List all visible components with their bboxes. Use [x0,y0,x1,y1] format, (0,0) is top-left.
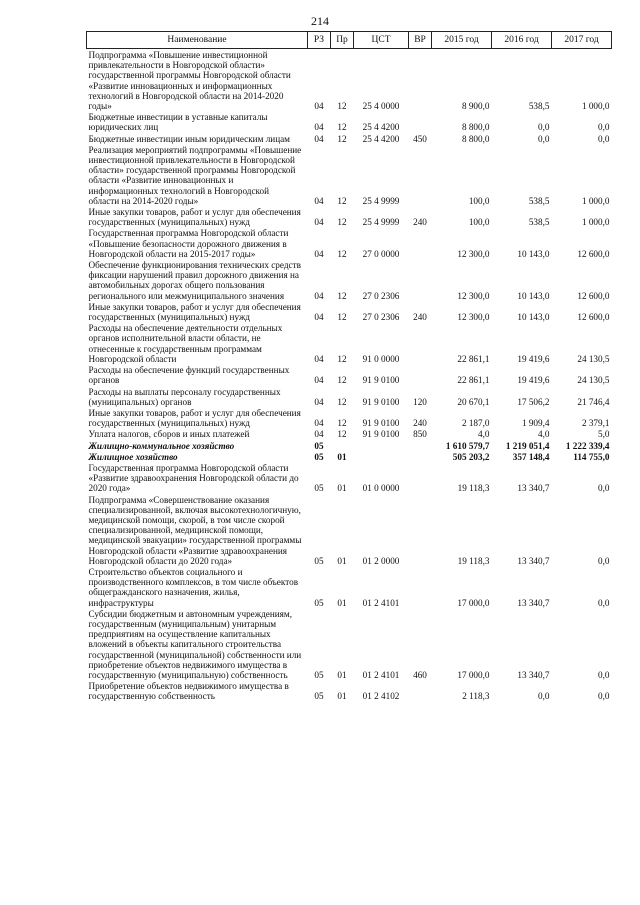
row-cst: 27 0 0000 [362,248,400,259]
row-2017: 0,0 [598,133,610,144]
row-pr [331,440,354,451]
row-rz: 05 [314,451,324,462]
row-2017: 1 000,0 [581,101,610,112]
row-2015: 8 900,0 [461,101,490,112]
row-2016: 1 219 051,4 [505,440,550,451]
row-vr [409,494,432,566]
row-cst: 91 9 0100 [362,375,400,386]
row-cst: 27 0 2306 [362,312,400,323]
row-name: Иные закупки товаров, работ и услуг для обеспечения государственных (муниципальных) нужд [88,207,301,228]
row-2015: 100,0 [468,195,490,206]
row-2015: 19 118,3 [457,555,490,566]
table-row [87,608,612,680]
row-rz: 04 [314,312,324,323]
row-2016: 538,5 [528,101,550,112]
table-row [87,364,612,385]
table-row [87,386,612,407]
row-2016: 10 143,0 [517,248,550,259]
row-2017: 0,0 [598,483,610,494]
row-vr: 240 [413,217,427,228]
row-vr [409,259,432,301]
row-cst: 01 2 4102 [362,691,400,702]
table-row [87,322,612,364]
table-row [87,206,612,227]
row-name: Субсидии бюджетным и автономным учреждениям, государственным (муниципальным) унитарным предприятиям на осуществление капитальных вложений в объекты капитального строительства государственной (муниципальной) собственности или приобретение объектов недвижимого имущества в государственную (муниципальную) собственность [88,608,302,680]
row-2015: 8 800,0 [461,122,490,133]
table-row [87,144,612,206]
row-2017: 114 755,0 [573,451,610,462]
row-rz: 05 [314,597,324,608]
row-vr [409,440,432,451]
row-vr: 850 [413,429,427,440]
row-pr: 12 [337,312,347,323]
row-vr: 240 [413,418,427,429]
row-rz: 04 [314,122,324,133]
row-vr [409,680,432,701]
row-2016: 357 148,4 [512,451,550,462]
row-2015: 22 861,1 [457,375,490,386]
row-rz: 05 [314,669,324,680]
row-2016: 13 340,7 [517,597,550,608]
table-row [87,680,612,701]
row-rz: 05 [314,440,324,451]
row-2016: 10 143,0 [517,290,550,301]
row-2015: 8 800,0 [461,133,490,144]
table-row [87,494,612,566]
row-2016: 1 909,4 [521,418,550,429]
row-vr: 240 [413,312,427,323]
row-pr: 12 [337,353,347,364]
row-cst: 01 2 0000 [362,555,400,566]
row-pr: 01 [337,691,347,702]
row-2016: 13 340,7 [517,483,550,494]
row-2017: 2 379,1 [581,418,610,429]
row-name: Подпрограмма «Повышение инвестиционной привлекательности в Новгородской области» государственной программы Новгородской области «Развитие инновационных и информационных технологий в Новгородской области на 2014-2020 годы» [88,50,291,112]
row-2017: 1 000,0 [581,217,610,228]
row-rz: 04 [314,195,324,206]
row-name: Уплата налогов, сборов и иных платежей [88,429,250,440]
row-2016: 0,0 [538,122,550,133]
row-2015: 505 203,2 [452,451,490,462]
header-2016: 2016 год [492,32,552,49]
table-header-row [87,32,612,49]
row-cst: 25 4 9999 [362,195,400,206]
row-2016: 538,5 [528,195,550,206]
row-2017: 0,0 [598,669,610,680]
header-cst: ЦСТ [354,32,409,49]
table-row [87,407,612,428]
row-cst: 01 0 0000 [362,483,400,494]
row-2016: 10 143,0 [517,312,550,323]
row-2015: 19 118,3 [457,483,490,494]
row-2016: 0,0 [538,691,550,702]
row-pr: 12 [337,418,347,429]
table-row [87,111,612,132]
row-2017: 21 746,4 [577,396,610,407]
row-vr [409,451,432,462]
row-vr [409,227,432,259]
row-2017: 0,0 [598,691,610,702]
row-pr: 12 [337,396,347,407]
row-2016: 13 340,7 [517,669,550,680]
row-cst: 91 9 0100 [362,396,400,407]
header-pr: Пр [331,32,354,49]
table-row [87,451,612,462]
row-2017: 0,0 [598,555,610,566]
row-name: Государственная программа Новгородской области «Повышение безопасности дорожного движения в Новгородской области на 2015-2017 годы» [88,228,289,259]
row-name: Обеспечение функционирования технических средств фиксации нарушений правил дорожного движения на автомобильных дорогах общего пользования регионального или межмуниципального значения [88,260,301,301]
header-2015: 2015 год [432,32,492,49]
row-2017: 0,0 [598,122,610,133]
row-rz: 04 [314,353,324,364]
row-pr: 12 [337,122,347,133]
row-name: Иные закупки товаров, работ и услуг для обеспечения государственных (муниципальных) нужд [88,407,301,429]
row-rz: 04 [314,248,324,259]
row-rz: 04 [314,418,324,429]
table-row [87,49,612,112]
row-rz: 04 [314,290,324,301]
row-cst [354,451,409,462]
row-name: Расходы на обеспечение деятельности отдельных органов исполнительной власти области, не отнесенные к государственным программам Новгородской области [88,323,283,364]
table-row [87,440,612,451]
row-vr [409,462,432,494]
row-name: Бюджетные инвестиции иным юридическим лицам [88,133,291,144]
row-vr [409,364,432,385]
row-vr [409,144,432,206]
row-pr: 12 [337,101,347,112]
row-2015: 17 000,0 [457,669,490,680]
row-cst: 91 0 0000 [362,353,400,364]
row-pr: 12 [337,217,347,228]
row-pr: 01 [337,669,347,680]
row-2015: 12 300,0 [457,290,490,301]
row-name: Приобретение объектов недвижимого имущества в государственную собственность [88,681,289,702]
header-vr: ВР [409,32,432,49]
row-vr [409,111,432,132]
row-name: Расходы на обеспечение функций государственных органов [88,365,290,386]
row-2016: 13 340,7 [517,555,550,566]
row-pr: 01 [337,451,347,462]
page-number: 214 [311,14,329,28]
row-2017: 1 222 339,4 [565,440,610,451]
row-2015: 20 670,1 [457,396,490,407]
row-name: Строительство объектов социального и производственного комплексов, в том числе объектов общегражданского назначения, жилья, инфраструктуры [88,566,299,608]
row-2017: 12 600,0 [577,290,610,301]
row-2015: 22 861,1 [457,353,490,364]
row-pr: 01 [337,555,347,566]
row-rz: 04 [314,133,324,144]
table-row [87,566,612,608]
budget-table [86,31,612,702]
row-2015: 12 300,0 [457,312,490,323]
row-cst: 91 9 0100 [362,418,400,429]
row-cst: 27 0 2306 [362,290,400,301]
row-rz: 04 [314,375,324,386]
row-name: Расходы на выплаты персоналу государственных (муниципальных) органов [88,386,281,407]
table-row [87,133,612,144]
row-cst: 91 9 0100 [362,429,400,440]
row-rz: 05 [314,691,324,702]
row-rz: 05 [314,483,324,494]
header-2017: 2017 год [552,32,612,49]
row-2017: 12 600,0 [577,248,610,259]
row-rz: 05 [314,555,324,566]
row-2015: 17 000,0 [457,597,490,608]
row-rz: 04 [314,217,324,228]
row-name: Бюджетные инвестиции в уставные капиталы юридических лиц [88,112,268,133]
row-cst: 01 2 4101 [362,669,400,680]
row-2015: 4,0 [478,429,490,440]
row-name: Реализация мероприятий подпрограммы «Повышение инвестиционной привлекательности в Новгородской области» государственной программы Новгородской области «Развитие инновационных и информационных технологий в Новгородской области на 2014-2020 годы» [88,144,302,206]
row-name: Государственная программа Новгородской области «Развитие здравоохранения Новгородской области до 2020 года» [88,462,299,494]
row-cst: 01 2 4101 [362,597,400,608]
row-name: Подпрограмма «Совершенствование оказания специализированной, включая высокотехнологичную, медицинской помощи, скорой, в том числе скорой специализированной, медицинской помощи, медицинской эвакуации» государственной программы Новгородской области «Развитие здравоохранения Новгородской области до 2020 года» [88,494,302,566]
table-row [87,428,612,439]
row-rz: 04 [314,396,324,407]
row-cst: 25 4 9999 [362,217,400,228]
row-2016: 4,0 [538,429,550,440]
row-pr: 12 [337,290,347,301]
row-vr: 450 [413,133,427,144]
row-rz: 04 [314,101,324,112]
row-2017: 24 130,5 [577,353,610,364]
row-vr [409,322,432,364]
row-pr: 12 [337,195,347,206]
row-2017: 0,0 [598,597,610,608]
row-pr: 01 [337,597,347,608]
row-2015: 12 300,0 [457,248,490,259]
row-cst: 25 4 4200 [362,133,400,144]
row-vr [409,49,432,112]
row-2016: 17 506,2 [517,396,550,407]
row-2016: 19 419,6 [517,353,550,364]
row-2017: 12 600,0 [577,312,610,323]
row-2015: 1 610 579,7 [445,440,490,451]
row-2016: 19 419,6 [517,375,550,386]
row-pr: 12 [337,248,347,259]
row-rz: 04 [314,429,324,440]
row-vr: 120 [413,396,427,407]
row-2015: 100,0 [468,217,490,228]
row-2017: 1 000,0 [581,195,610,206]
row-pr: 12 [337,133,347,144]
table-row [87,227,612,259]
header-rz: РЗ [308,32,331,49]
row-2017: 5,0 [598,429,610,440]
row-2017: 24 130,5 [577,375,610,386]
row-pr: 12 [337,375,347,386]
row-2016: 0,0 [538,133,550,144]
row-2015: 2 118,3 [462,691,490,702]
row-name: Жилищное хозяйство [88,451,178,462]
row-cst [354,440,409,451]
row-vr: 460 [413,669,427,680]
row-cst: 25 4 4200 [362,122,400,133]
row-2016: 538,5 [528,217,550,228]
table-row [87,259,612,301]
row-pr: 12 [337,429,347,440]
row-vr [409,566,432,608]
row-name: Жилищно-коммунальное хозяйство [88,440,235,451]
row-cst: 25 4 0000 [362,101,400,112]
row-2015: 2 187,0 [461,418,490,429]
table-row [87,301,612,322]
table-row [87,462,612,494]
row-pr: 01 [337,483,347,494]
header-name: Наименование [87,32,308,49]
row-name: Иные закупки товаров, работ и услуг для обеспечения государственных (муниципальных) нужд [88,301,301,323]
